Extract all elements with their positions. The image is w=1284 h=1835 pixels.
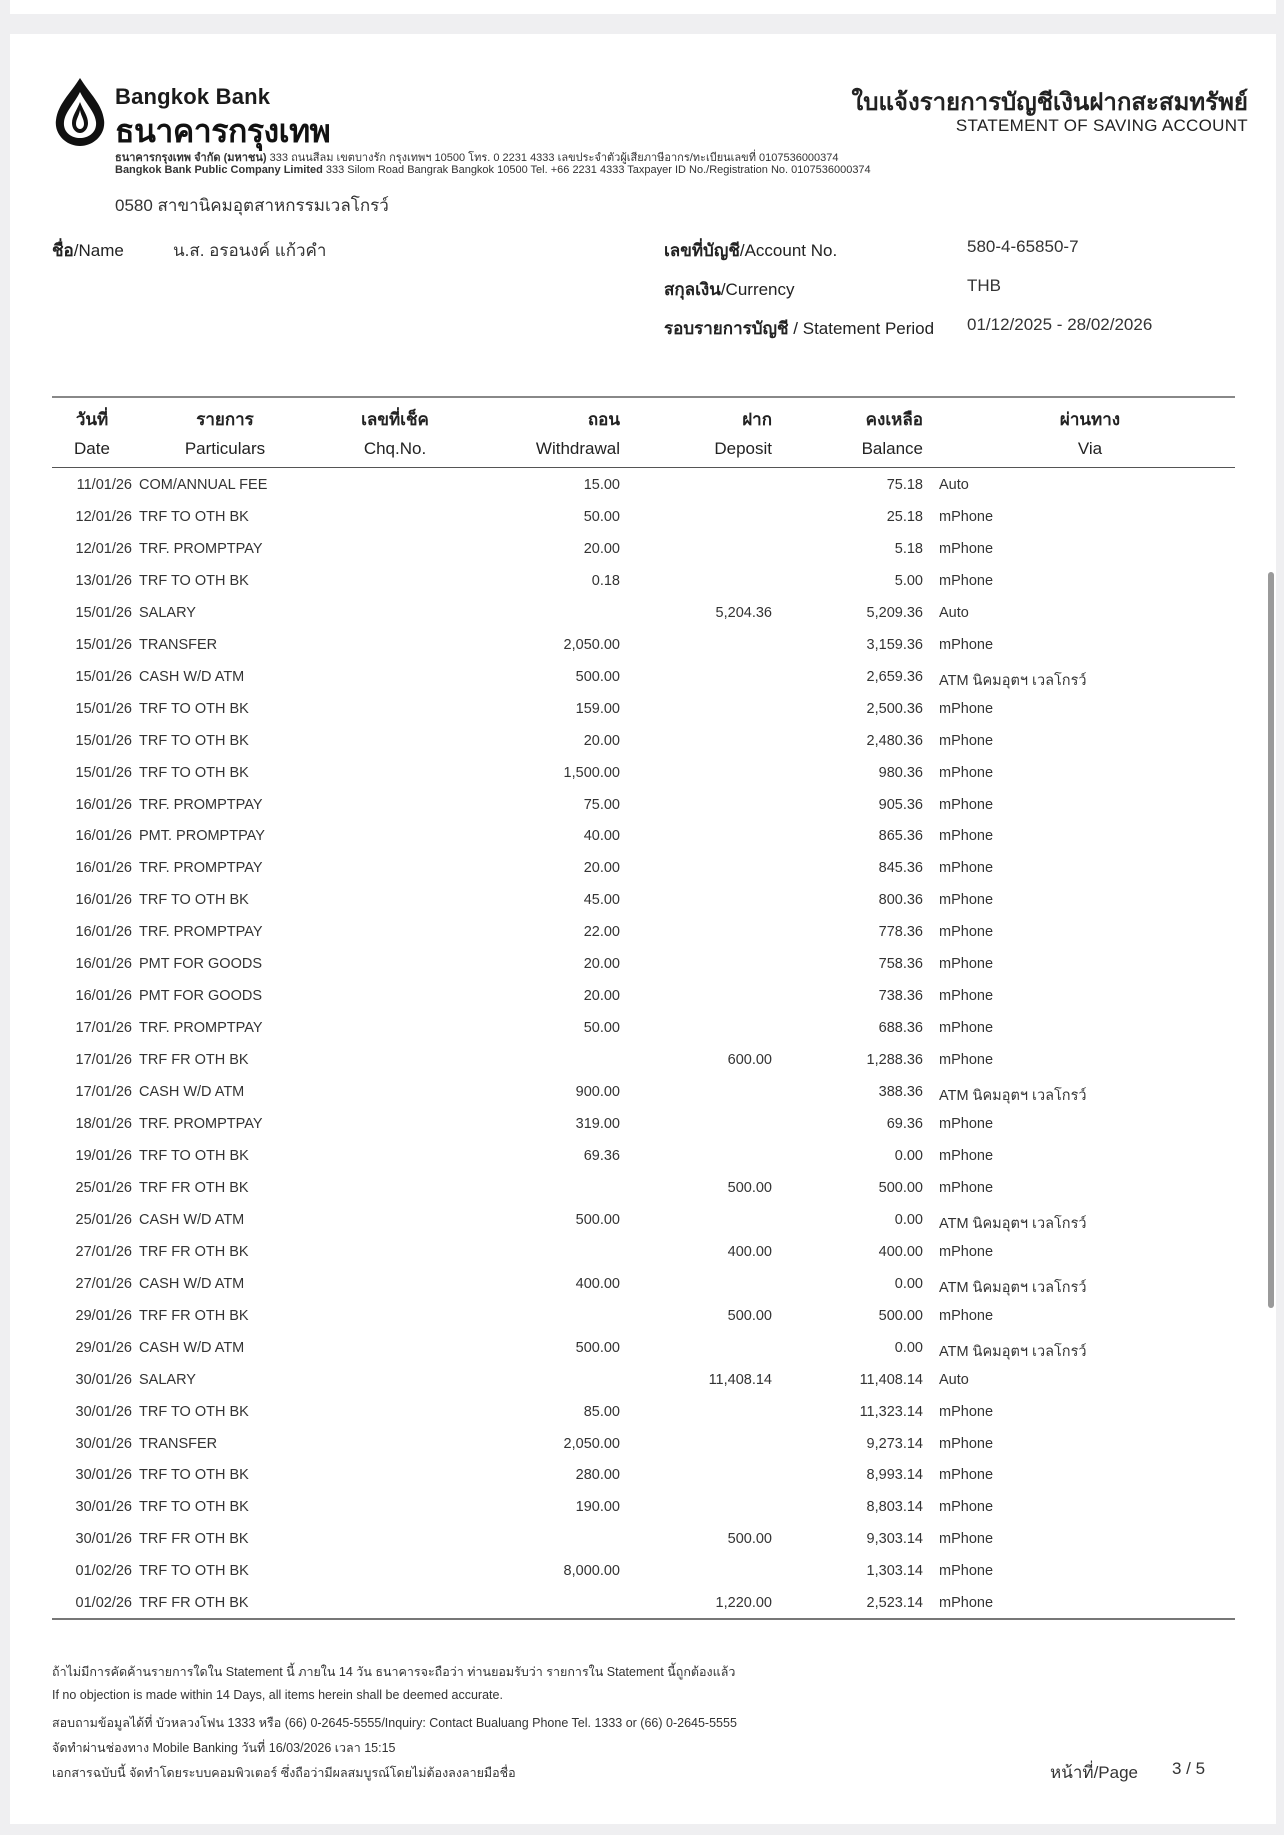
row-via: mPhone: [939, 700, 994, 717]
row-balance: 5.18: [894, 540, 923, 557]
row-particulars: TRF. PROMPTPAY: [139, 540, 263, 557]
row-deposit: 600.00: [727, 1052, 772, 1069]
row-via: mPhone: [939, 732, 994, 749]
row-particulars: TRF FR OTH BK: [139, 1052, 249, 1069]
row-withdrawal: 75.00: [583, 796, 620, 813]
row-via: mPhone: [939, 924, 994, 941]
row-particulars: TRF. PROMPTPAY: [139, 924, 263, 941]
row-date: 29/01/26: [75, 1339, 132, 1356]
table-row: [52, 765, 1235, 797]
row-date: 13/01/26: [75, 572, 132, 589]
row-balance: 25.18: [886, 508, 923, 525]
account-holder-name: น.ส. อรอนงค์ แก้วคำ: [173, 241, 327, 260]
row-particulars: SALARY: [139, 1371, 196, 1388]
table-row: [52, 956, 1235, 988]
row-particulars: TRF FR OTH BK: [139, 1307, 249, 1324]
row-balance: 500.00: [878, 1307, 923, 1324]
row-withdrawal: 190.00: [575, 1499, 620, 1516]
table-row: [52, 509, 1235, 541]
row-balance: 3,159.36: [866, 636, 923, 653]
table-row: [52, 1404, 1235, 1436]
row-particulars: CASH W/D ATM: [139, 668, 245, 685]
table-bottom-rule: [52, 1618, 1235, 1620]
row-via: mPhone: [939, 1595, 994, 1612]
row-date: 16/01/26: [75, 796, 132, 813]
row-balance: 9,273.14: [866, 1435, 923, 1452]
row-via: mPhone: [939, 828, 994, 845]
row-deposit: 500.00: [727, 1531, 772, 1548]
row-date: 01/02/26: [75, 1563, 132, 1580]
statement-page: [10, 34, 1276, 1824]
table-row: [52, 1148, 1235, 1180]
header-deposit: ฝาก Deposit: [714, 410, 772, 458]
currency-label: สกุลเงิน/Currency: [664, 280, 795, 299]
row-withdrawal: 40.00: [583, 828, 620, 845]
row-withdrawal: 8,000.00: [563, 1563, 620, 1580]
row-date: 27/01/26: [75, 1275, 132, 1292]
row-date: 15/01/26: [75, 604, 132, 621]
row-withdrawal: 20.00: [583, 540, 620, 557]
row-withdrawal: 20.00: [583, 956, 620, 973]
row-via: ATM นิคมอุตฯ เวลโกรว์: [939, 1343, 1087, 1360]
row-date: 25/01/26: [75, 1211, 132, 1228]
row-via: mPhone: [939, 508, 994, 525]
row-via: ATM นิคมอุตฯ เวลโกรว์: [939, 1215, 1087, 1232]
row-via: Auto: [939, 604, 969, 621]
row-withdrawal: 500.00: [575, 1211, 620, 1228]
row-particulars: TRF TO OTH BK: [139, 892, 249, 909]
header-via: ผ่านทาง Via: [1059, 410, 1121, 458]
table-row: [52, 733, 1235, 765]
row-date: 30/01/26: [75, 1403, 132, 1420]
row-balance: 778.36: [878, 924, 923, 941]
row-particulars: TRF. PROMPTPAY: [139, 860, 263, 877]
row-via: mPhone: [939, 988, 994, 1005]
row-balance: 865.36: [878, 828, 923, 845]
company-name-th: ธนาคารกรุงเทพ จำกัด (มหาชน): [115, 152, 267, 164]
table-header-rule: [52, 467, 1235, 468]
footer-generated: จัดทำผ่านช่องทาง Mobile Banking วันที่ 16/03/2026 เวลา 15:15: [52, 1741, 396, 1755]
row-date: 29/01/26: [75, 1307, 132, 1324]
header-date: วันที่ Date: [74, 410, 110, 458]
row-date: 15/01/26: [75, 636, 132, 653]
row-via: mPhone: [939, 1531, 994, 1548]
header-withdrawal: ถอน Withdrawal: [535, 410, 620, 458]
address-detail-en: 333 Silom Road Bangrak Bangkok 10500 Tel. +66 2231 4333 Taxpayer ID No./Registration No. 0107536000374: [325, 164, 871, 176]
row-via: mPhone: [939, 860, 994, 877]
header-particulars: รายการ Particulars: [184, 410, 266, 458]
row-deposit: 400.00: [727, 1243, 772, 1260]
table-row: [52, 1531, 1235, 1563]
row-particulars: TRF TO OTH BK: [139, 572, 249, 589]
row-via: mPhone: [939, 1563, 994, 1580]
row-via: mPhone: [939, 1179, 994, 1196]
row-via: mPhone: [939, 1147, 994, 1164]
row-particulars: COM/ANNUAL FEE: [139, 477, 268, 493]
table-row: [52, 828, 1235, 860]
row-particulars: SALARY: [139, 604, 196, 621]
row-balance: 8,803.14: [866, 1499, 923, 1516]
row-particulars: PMT FOR GOODS: [139, 988, 262, 1005]
row-date: 16/01/26: [75, 892, 132, 909]
row-withdrawal: 400.00: [575, 1275, 620, 1292]
statement-title-en: STATEMENT OF SAVING ACCOUNT: [955, 116, 1248, 135]
row-withdrawal: 69.36: [583, 1147, 620, 1164]
company-name-en: Bangkok Bank Public Company Limited: [115, 164, 323, 176]
row-particulars: TRF FR OTH BK: [139, 1179, 249, 1196]
table-row: [52, 701, 1235, 733]
row-withdrawal: 159.00: [575, 700, 620, 717]
table-row: [52, 1467, 1235, 1499]
account-number-label: เลขที่บัญชี/Account No.: [664, 241, 838, 260]
row-withdrawal: 85.00: [583, 1403, 620, 1420]
row-particulars: TRF TO OTH BK: [139, 700, 249, 717]
row-balance: 5,209.36: [866, 604, 923, 621]
row-balance: 905.36: [878, 796, 923, 813]
row-balance: 845.36: [878, 860, 923, 877]
row-via: mPhone: [939, 892, 994, 909]
row-particulars: TRF FR OTH BK: [139, 1243, 249, 1260]
row-date: 25/01/26: [75, 1179, 132, 1196]
row-date: 16/01/26: [75, 956, 132, 973]
table-row: [52, 573, 1235, 605]
table-row: [52, 1308, 1235, 1340]
row-via: mPhone: [939, 1052, 994, 1069]
header-balance: คงเหลือ Balance: [861, 410, 923, 458]
table-row: [52, 797, 1235, 829]
table-row: [52, 541, 1235, 573]
row-balance: 980.36: [878, 764, 923, 781]
row-date: 27/01/26: [75, 1243, 132, 1260]
row-balance: 388.36: [878, 1084, 923, 1101]
table-row: [52, 1276, 1235, 1308]
table-row: [52, 892, 1235, 924]
row-date: 30/01/26: [75, 1531, 132, 1548]
row-particulars: TRF TO OTH BK: [139, 1467, 249, 1484]
row-withdrawal: 20.00: [583, 732, 620, 749]
row-balance: 2,523.14: [866, 1595, 923, 1612]
table-row: [52, 860, 1235, 892]
row-particulars: TRF TO OTH BK: [139, 508, 249, 525]
name-label: ชื่อ/Name: [52, 241, 124, 260]
row-balance: 5.00: [894, 572, 923, 589]
row-balance: 69.36: [886, 1116, 923, 1132]
table-top-rule: [52, 396, 1235, 398]
row-particulars: TRF. PROMPTPAY: [139, 796, 263, 813]
row-via: mPhone: [939, 1116, 994, 1132]
row-withdrawal: 15.00: [583, 477, 620, 493]
row-date: 12/01/26: [75, 540, 132, 557]
row-date: 12/01/26: [75, 508, 132, 525]
header-cheque-no: เลขที่เช็ค Chq.No.: [361, 410, 429, 458]
row-balance: 11,408.14: [859, 1371, 923, 1388]
row-date: 16/01/26: [75, 988, 132, 1005]
row-deposit: 11,408.14: [708, 1371, 772, 1388]
bank-name-th: ธนาคารกรุงเทพ: [115, 112, 331, 150]
row-date: 18/01/26: [75, 1116, 132, 1132]
row-balance: 1,303.14: [866, 1563, 923, 1580]
currency-value: THB: [967, 276, 1001, 295]
row-balance: 800.36: [878, 892, 923, 909]
table-row: [52, 1595, 1235, 1627]
row-via: ATM นิคมอุตฯ เวลโกรว์: [939, 1088, 1087, 1105]
row-withdrawal: 22.00: [583, 924, 620, 941]
vertical-scrollbar[interactable]: [1268, 572, 1274, 1308]
branch-name: 0580 สาขานิคมอุตสาหกรรมเวลโกรว์: [115, 196, 389, 215]
row-balance: 1,288.36: [866, 1052, 923, 1069]
footer-computer-generated: เอกสารฉบับนี้ จัดทำโดยระบบคอมพิวเตอร์ ซึ่งถือว่ามีผลสมบูรณ์โดยไม่ต้องลงลายมือชื่อ: [52, 1766, 516, 1780]
table-row: [52, 1563, 1235, 1595]
row-withdrawal: 319.00: [575, 1116, 620, 1132]
row-via: mPhone: [939, 636, 994, 653]
table-row: [52, 477, 1235, 509]
row-withdrawal: 500.00: [575, 1339, 620, 1356]
row-date: 30/01/26: [75, 1467, 132, 1484]
row-balance: 75.18: [886, 477, 923, 493]
row-balance: 0.00: [894, 1275, 923, 1292]
row-date: 15/01/26: [75, 668, 132, 685]
table-row: [52, 1340, 1235, 1372]
table-row: [52, 1436, 1235, 1468]
bank-name-en: Bangkok Bank: [115, 84, 271, 109]
statement-title-th: ใบแจ้งรายการบัญชีเงินฝากสะสมทรัพย์: [851, 89, 1248, 116]
row-via: mPhone: [939, 1403, 994, 1420]
table-row: [52, 1212, 1235, 1244]
table-row: [52, 605, 1235, 637]
row-via: mPhone: [939, 956, 994, 973]
row-via: mPhone: [939, 1467, 994, 1484]
table-row: [52, 1180, 1235, 1212]
row-via: ATM นิคมอุตฯ เวลโกรว์: [939, 1279, 1087, 1296]
row-date: 30/01/26: [75, 1371, 132, 1388]
bank-address-en: [115, 164, 871, 176]
table-row: [52, 924, 1235, 956]
row-balance: 9,303.14: [866, 1531, 923, 1548]
row-particulars: CASH W/D ATM: [139, 1211, 245, 1228]
row-via: mPhone: [939, 796, 994, 813]
address-detail-th: 333 ถนนสีลม เขตบางรัก กรุงเทพฯ 10500 โทร. 0 2231 4333 เลขประจำตัวผู้เสียภาษีอากร/ทะเบียนเลขที่ 0107536000374: [269, 152, 839, 164]
row-particulars: TRF FR OTH BK: [139, 1531, 249, 1548]
row-balance: 0.00: [894, 1147, 923, 1164]
row-withdrawal: 20.00: [583, 860, 620, 877]
footer-objection-th: ถ้าไม่มีการคัดค้านรายการใดใน Statement นี้ ภายใน 14 วัน ธนาคารจะถือว่า ท่านยอมรับว่า รายการใน Statement นี้ถูกต้องแล้ว: [52, 1665, 736, 1679]
table-row: [52, 1499, 1235, 1531]
row-particulars: TRF. PROMPTPAY: [139, 1116, 263, 1132]
page-label: หน้าที่/Page: [1050, 1763, 1139, 1782]
row-date: 11/01/26: [76, 477, 132, 493]
row-date: 17/01/26: [75, 1020, 132, 1037]
table-row: [52, 637, 1235, 669]
table-row: [52, 1084, 1235, 1116]
row-balance: 2,500.36: [866, 700, 923, 717]
statement-period-label: รอบรายการบัญชี / Statement Period: [664, 319, 935, 338]
row-withdrawal: 20.00: [583, 988, 620, 1005]
row-via: mPhone: [939, 1435, 994, 1452]
row-balance: 11,323.14: [859, 1403, 923, 1420]
row-date: 15/01/26: [75, 700, 132, 717]
row-particulars: PMT FOR GOODS: [139, 956, 262, 973]
row-particulars: CASH W/D ATM: [139, 1339, 245, 1356]
row-date: 17/01/26: [75, 1052, 132, 1069]
row-withdrawal: 500.00: [575, 668, 620, 685]
row-particulars: CASH W/D ATM: [139, 1084, 245, 1101]
row-deposit: 500.00: [727, 1307, 772, 1324]
row-balance: 758.36: [878, 956, 923, 973]
row-withdrawal: 50.00: [583, 1020, 620, 1037]
row-via: mPhone: [939, 1307, 994, 1324]
row-balance: 400.00: [878, 1243, 923, 1260]
row-date: 30/01/26: [75, 1499, 132, 1516]
footer-objection-en: If no objection is made within 14 Days, all items herein shall be deemed accurate.: [52, 1688, 503, 1702]
row-via: mPhone: [939, 764, 994, 781]
row-particulars: TRF TO OTH BK: [139, 764, 249, 781]
row-balance: 500.00: [878, 1179, 923, 1196]
table-row: [52, 1244, 1235, 1276]
row-withdrawal: 280.00: [575, 1467, 620, 1484]
row-particulars: TRF. PROMPTPAY: [139, 1020, 263, 1037]
row-particulars: TRANSFER: [139, 636, 218, 653]
row-particulars: TRF TO OTH BK: [139, 1499, 249, 1516]
row-withdrawal: 2,050.00: [563, 1435, 620, 1452]
row-particulars: PMT. PROMPTPAY: [139, 828, 265, 845]
account-number-value: 580-4-65850-7: [967, 237, 1079, 256]
row-date: 16/01/26: [75, 828, 132, 845]
row-date: 01/02/26: [75, 1595, 132, 1612]
table-row: [52, 1116, 1235, 1148]
row-date: 19/01/26: [75, 1147, 132, 1164]
row-withdrawal: 50.00: [583, 508, 620, 525]
row-via: mPhone: [939, 1499, 994, 1516]
row-via: mPhone: [939, 1243, 994, 1260]
row-particulars: TRANSFER: [139, 1435, 218, 1452]
row-via: mPhone: [939, 572, 994, 589]
table-row: [52, 1052, 1235, 1084]
row-via: mPhone: [939, 1020, 994, 1037]
row-date: 17/01/26: [75, 1084, 132, 1101]
row-particulars: TRF FR OTH BK: [139, 1595, 249, 1612]
row-balance: 738.36: [878, 988, 923, 1005]
row-withdrawal: 1,500.00: [563, 764, 620, 781]
table-row: [52, 1020, 1235, 1052]
row-particulars: CASH W/D ATM: [139, 1275, 245, 1292]
row-via: ATM นิคมอุตฯ เวลโกรว์: [939, 672, 1087, 689]
row-date: 15/01/26: [75, 764, 132, 781]
row-via: Auto: [939, 1371, 969, 1388]
lotus-logo-icon: [52, 76, 108, 153]
row-via: Auto: [939, 477, 969, 493]
row-deposit: 1,220.00: [715, 1595, 772, 1612]
row-via: mPhone: [939, 540, 994, 557]
row-balance: 2,480.36: [866, 732, 923, 749]
row-withdrawal: 900.00: [575, 1084, 620, 1101]
footer-inquiry: สอบถามข้อมูลได้ที่ บัวหลวงโฟน 1333 หรือ (66) 0-2645-5555/Inquiry: Contact Bualuang Phone Tel. 1333 or (66) 0-2645-5555: [52, 1716, 737, 1730]
row-balance: 0.00: [894, 1211, 923, 1228]
row-deposit: 5,204.36: [715, 604, 772, 621]
row-balance: 688.36: [878, 1020, 923, 1037]
row-balance: 8,993.14: [866, 1467, 923, 1484]
row-deposit: 500.00: [727, 1179, 772, 1196]
table-row: [52, 669, 1235, 701]
row-balance: 2,659.36: [866, 668, 923, 685]
row-particulars: TRF TO OTH BK: [139, 1147, 249, 1164]
row-date: 15/01/26: [75, 732, 132, 749]
row-balance: 0.00: [894, 1339, 923, 1356]
row-withdrawal: 2,050.00: [563, 636, 620, 653]
row-particulars: TRF TO OTH BK: [139, 1563, 249, 1580]
row-date: 16/01/26: [75, 924, 132, 941]
table-row: [52, 988, 1235, 1020]
table-row: [52, 1372, 1235, 1404]
row-date: 30/01/26: [75, 1435, 132, 1452]
previous-page-edge: [10, 0, 1276, 14]
row-date: 16/01/26: [75, 860, 132, 877]
row-particulars: TRF TO OTH BK: [139, 732, 249, 749]
statement-period-value: 01/12/2025 - 28/02/2026: [967, 315, 1153, 334]
row-withdrawal: 45.00: [583, 892, 620, 909]
page-number: 3 / 5: [1172, 1759, 1206, 1778]
row-particulars: TRF TO OTH BK: [139, 1403, 249, 1420]
row-withdrawal: 0.18: [591, 572, 620, 589]
